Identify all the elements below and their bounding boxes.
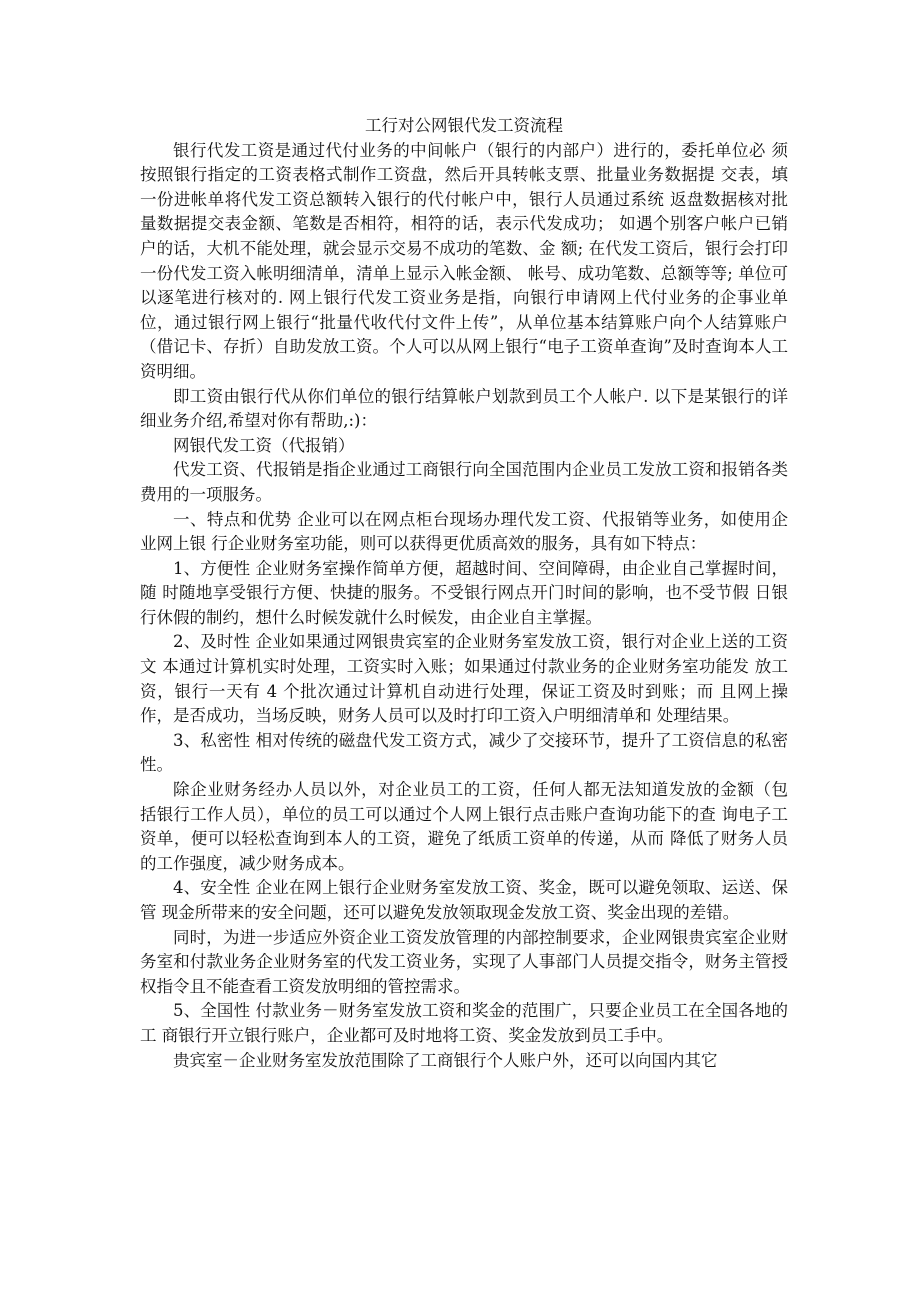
paragraph-nationwide: 5、全国性 付款业务－财务室发放工资和奖金的范围广，只要企业员工在全国各地的工 商银行开立银行账户，企业都可及时地将工资、奖金发放到员工手中。 [140, 1001, 788, 1045]
paragraph-privacy-detail: 除企业财务经办人员以外，对企业员工的工资，任何人都无法知道发放的金额（包 括银行工作人员），单位的员工可以通过个人网上银行点击账户查询功能下的查 询电子工资单，便可以轻松查询到本人的工资，避免了纸质工资单的传递，从而 降低了财务人员的工作强度，减少财务成本。 [140, 780, 788, 873]
paragraph-features-intro: 一、特点和优势 企业可以在网点柜台现场办理代发工资、代报销等业务，如使用企业网上银 行企业财务室功能，则可以获得更优质高效的服务，具有如下特点： [140, 509, 788, 554]
paragraph-convenience: 1、方便性 企业财务室操作简单方便，超越时间、空间障碍，由企业自己掌握时间，随 时随地享受银行方便、快捷的服务。不受银行网点开门时间的影响，也不受节假 日银行休假的制约，想什么时候发就什么时候发，由企业自主掌握。 [140, 558, 788, 627]
paragraph-security: 4、安全性 企业在网上银行企业财务室发放工资、奖金，既可以避免领取、运送、保管 现金所带来的安全问题，还可以避免发放领取现金发放工资、奖金出现的差错。 [140, 878, 788, 922]
paragraph-timeliness: 2、及时性 企业如果通过网银贵宾室的企业财务室发放工资，银行对企业上送的工资文 本通过计算机实时处理，工资实时入账；如果通过付款业务的企业财务室功能发 放工资，银行一天有 4 个批次通过计算机自动进行处理，保证工资及时到账；而 且网上操作，是否成功，当场反映，财务人员可以及时打印工资入户明细清单和 处理结果。 [140, 632, 788, 726]
paragraph-vip-room: 贵宾室－企业财务室发放范围除了工商银行个人账户外，还可以向国内其它 [173, 1050, 718, 1070]
paragraph-control: 同时，为进一步适应外资企业工资发放管理的内部控制要求，企业网银贵宾室企业财务室和付款业务企业财务室的代发工资业务，实现了人事部门人员提交指令，财务主管授权指令且不能查看工资发放明细的管控需求。 [140, 927, 788, 996]
paragraph-privacy: 3、私密性 相对传统的磁盘代发工资方式，减少了交接环节，提升了工资信息的私密性。 [140, 730, 788, 775]
document-page [140, 114, 788, 1073]
document-title: 工行对公网银代发工资流程 [365, 116, 563, 135]
paragraph-transfer-note: 即工资由银行代从你们单位的银行结算帐户划款到员工个人帐户. 以下是某银行的详细业务介绍,希望对你有帮助,:)： [140, 386, 788, 431]
paragraph-definition: 代发工资、代报销是指企业通过工商银行向全国范围内企业员工发放工资和报销各类费用的一项服务。 [140, 460, 788, 504]
section-heading-netbank-payroll: 网银代发工资（代报销） [173, 435, 355, 455]
paragraph-intro: 银行代发工资是通过代付业务的中间帐户（银行的内部户）进行的，委托单位必 须按照银行指定的工资表格式制作工资盘，然后开具转帐支票、批量业务数据提 交表，填一份进帐单将代发工资总额转入银行的代付帐户中，银行人员通过系统 返盘数据核对批量数据提交表金额、笔数是否相符，相符的话，表示代发成功； 如遇个别客户帐户已销户的话，大机不能处理，就会显示交易不成功的笔数、金 额; 在代发工资后，银行会打印一份代发工资入帐明细清单，清单上显示入帐金额、 帐号、成功笔数、总额等等; 单位可以逐笔进行核对的. 网上银行代发工资业务是指，向银行申请网上代付业务的企事业单位，通过银行网上银行“批量代收代付文件上传”，从单位基本结算账户向个人结算账户（借记卡、存折）自助发放工资。个人可以从网上银行“电子工资单查询”及时查询本人工资明细。 [140, 140, 788, 381]
